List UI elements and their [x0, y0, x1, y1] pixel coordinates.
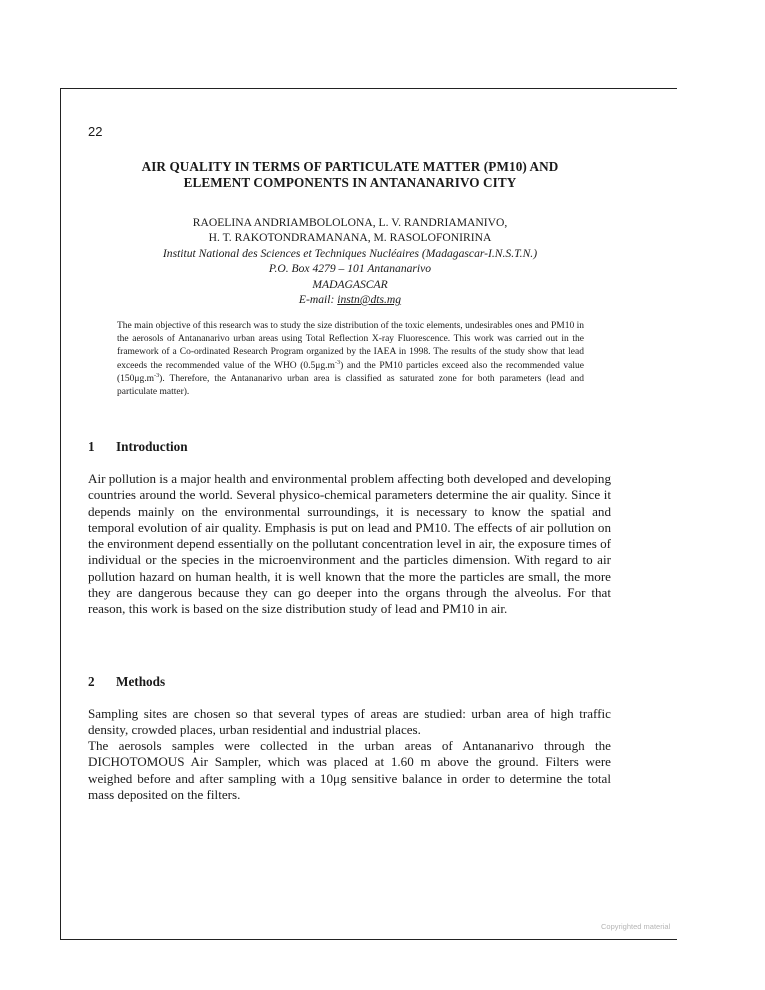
section-number: 1 [88, 439, 95, 454]
copyright-watermark: Copyrighted material [601, 922, 671, 931]
introduction-paragraph: Air pollution is a major health and environmental problem affecting both developed and developing countries around the world. Several physico-chemical parameters determine the air quality. Since it depends mainly on the environmental surroundings, it is necessary to know the spatial and temporal evolution of air quality. Emphasis is put on lead and PM10. The effects of air pollution on the environment depend essentially on the pollutant concentration level in air, the exposure times of individual or the species in the microenvironment and the particles dimension. With regard to air pollution hazard on human health, it is well known that the more the particles are small, the more they are dangerous because they can go deeper into the organs through the alveolus. For that reason, this work is based on the size distribution study of lead and PM10 in air. [88, 471, 612, 617]
section-title: Methods [116, 674, 166, 689]
section-title: Introduction [116, 439, 188, 454]
paper-title [88, 159, 612, 191]
author-line-1: RAOELINA ANDRIAMBOLOLONA, L. V. RANDRIAMANIVO, [192, 216, 508, 229]
page-number: 22 [88, 124, 103, 139]
abstract-exponent-2: -3 [154, 372, 160, 379]
title-line-1: AIR QUALITY IN TERMS OF PARTICULATE MATTER (PM10) AND [141, 159, 559, 174]
email-link[interactable]: instn@dts.mg [337, 293, 402, 307]
email-label: E-mail: [298, 293, 335, 307]
methods-paragraph-2: The aerosols samples were collected in the urban areas of Antananarivo through the DICHOTOMOUS Air Sampler, which was placed at 1.60 m above the ground. Filters were weighed before and after sampling with a 10μg sensitive balance in order to determine the total mass deposited on the filters. [88, 738, 611, 802]
country: MADAGASCAR [312, 277, 388, 291]
section-heading-methods [88, 674, 165, 690]
abstract-part-2: ) and the PM10 particles exceed also the recommended value (150μg.m [117, 360, 584, 384]
author-line-2: H. T. RAKOTONDRAMANANA, M. RASOLOFONIRINA [208, 231, 492, 245]
abstract-exponent-1: -3 [334, 359, 341, 366]
abstract-part-1: The main objective of this research was to study the size distribution of the toxic elements, undesirables ones and PM10 in the aerosols of Antananarivo urban areas using Total Reflection X-ray Fluorescence. This work was carried out in the framework of a Co-ordinated Research Program organized by the IAEA in 1998. The results of the study show that lead exceeds the recommended value of the WHO (0.5μg.m [117, 321, 584, 371]
title-line-2: ELEMENT COMPONENTS IN ANTANANARIVO CITY [183, 175, 517, 190]
abstract [117, 320, 584, 399]
abstract-part-3: ). Therefore, the Antananarivo urban area is classified as saturated zone for both parameters (lead and particulate matter). [117, 373, 584, 398]
section-number: 2 [88, 674, 95, 689]
section-heading-introduction [88, 439, 188, 455]
author-block [88, 215, 612, 307]
email-line [88, 292, 612, 307]
institute: Institut National des Sciences et Techniques Nucléaires (Madagascar-I.N.S.T.N.) [162, 246, 538, 260]
methods-paragraph-1: Sampling sites are chosen so that several types of areas are studied: urban area of high traffic density, crowded places, urban residential and industrial places. [88, 706, 611, 738]
postal-address: P.O. Box 4279 – 101 Antananarivo [268, 262, 432, 276]
